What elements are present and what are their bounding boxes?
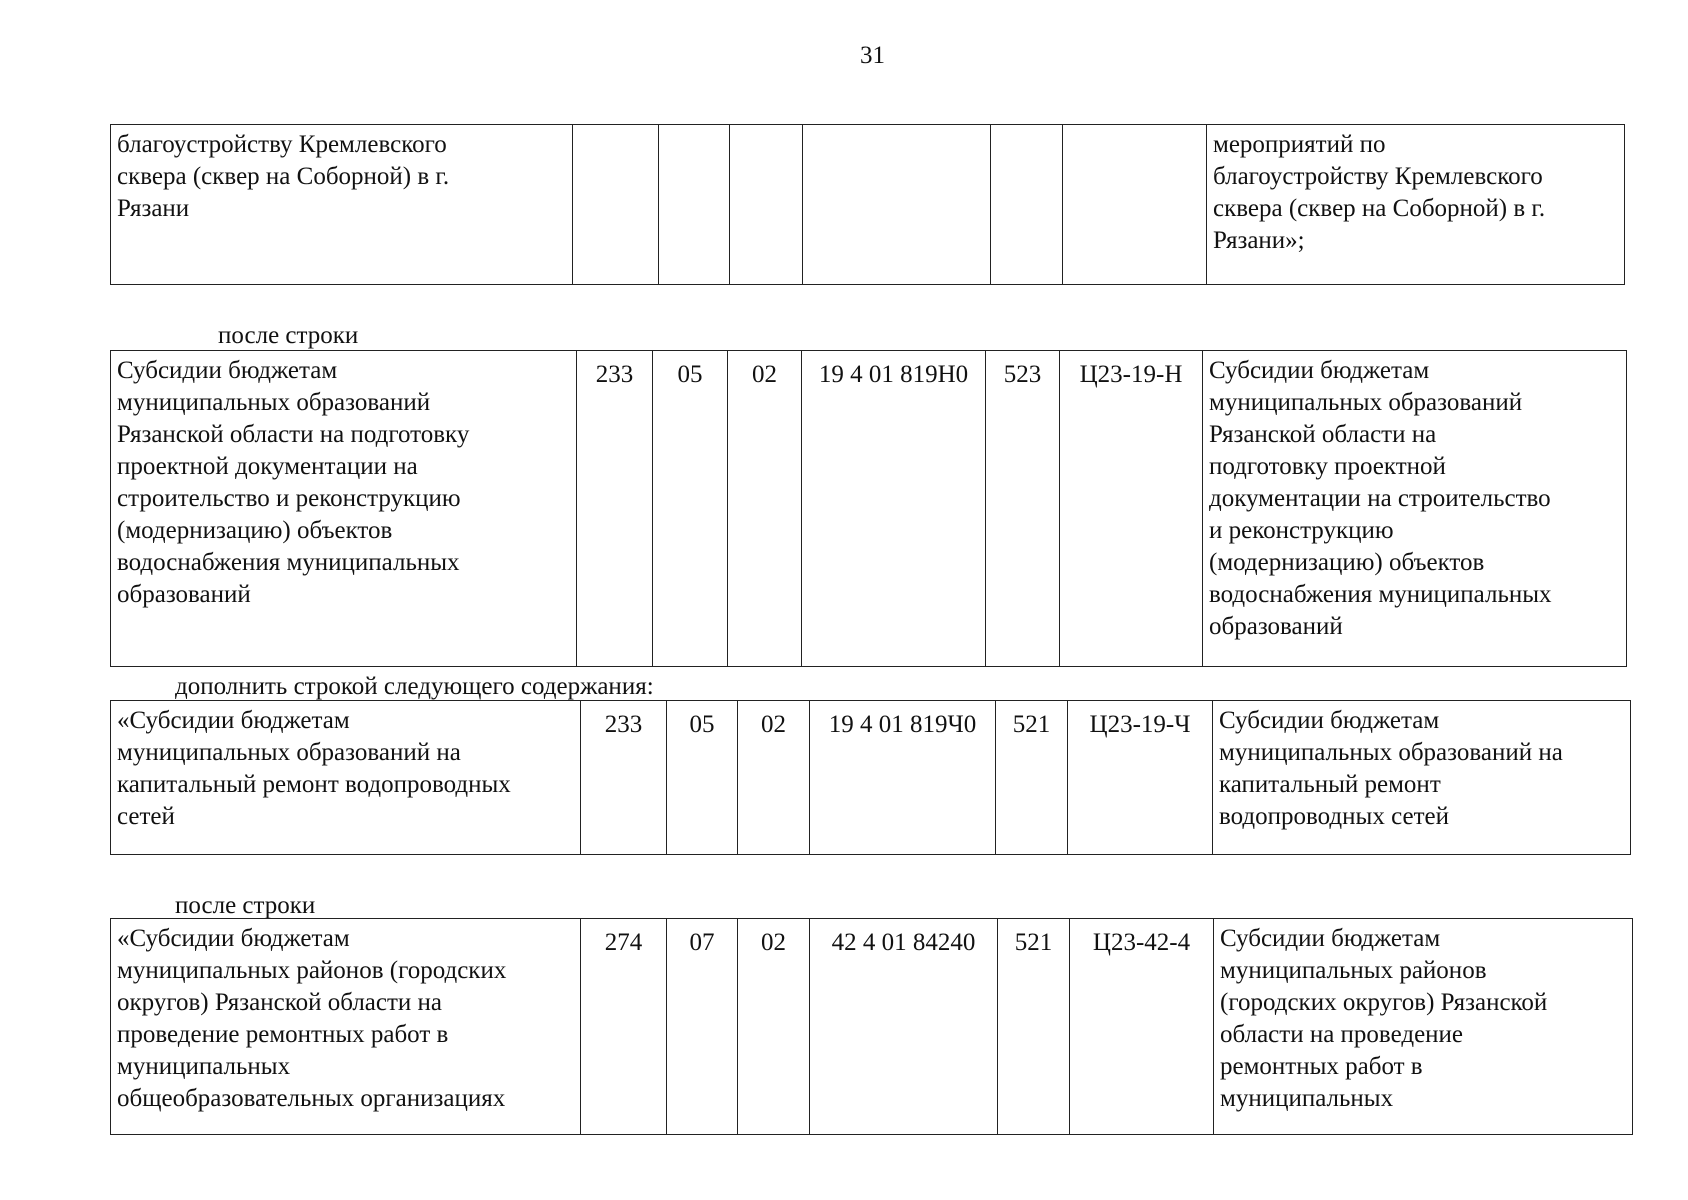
- budget-table-2: [110, 350, 1627, 667]
- row-name-cell: Субсидии бюджетам муниципальных образований Рязанской области на подготовку проектной документации на строительство и реконструкцию (модернизацию) объектов водоснабжения муниципальных образований: [111, 351, 577, 667]
- row-description-cell: мероприятий по благоустройству Кремлевского сквера (сквер на Соборной) в г. Рязани»;: [1207, 125, 1625, 285]
- target-article-cell: [803, 125, 991, 285]
- target-article-cell: 19 4 01 819Н0: [802, 351, 986, 667]
- row-description-cell: Субсидии бюджетам муниципальных районов (городских округов) Рязанской области на проведение ремонтных работ в муниципальных: [1214, 919, 1633, 1135]
- chapter-code-cell: 274: [581, 919, 667, 1135]
- chapter-code-cell: [573, 125, 659, 285]
- subsection-code-cell: 02: [738, 701, 810, 855]
- instruction-add-row: дополнить строкой следующего содержания:: [175, 673, 654, 700]
- row-name-cell: «Субсидии бюджетам муниципальных образований на капитальный ремонт водопроводных сетей: [111, 701, 581, 855]
- section-code-cell: 05: [653, 351, 728, 667]
- section-code-cell: 07: [667, 919, 738, 1135]
- instruction-after-row: после строки: [218, 322, 359, 349]
- code-cell: Ц23-19-Ч: [1068, 701, 1213, 855]
- target-article-cell: 19 4 01 819Ч0: [810, 701, 996, 855]
- subsection-code-cell: 02: [728, 351, 802, 667]
- row-name-cell: «Субсидии бюджетам муниципальных районов (городских округов) Рязанской области на проведение ремонтных работ в муниципальных общеобразовательных организациях: [111, 919, 581, 1135]
- subsection-code-cell: 02: [738, 919, 810, 1135]
- instruction-after-row: после строки: [175, 892, 316, 919]
- chapter-code-cell: 233: [581, 701, 667, 855]
- section-code-cell: [659, 125, 730, 285]
- table-row: [111, 351, 1627, 667]
- table-row: [111, 125, 1625, 285]
- table-row: [111, 701, 1631, 855]
- code-cell: Ц23-42-4: [1070, 919, 1214, 1135]
- subsection-code-cell: [730, 125, 803, 285]
- target-article-cell: 42 4 01 84240: [810, 919, 998, 1135]
- expense-type-cell: 521: [998, 919, 1070, 1135]
- code-cell: Ц23-19-Н: [1060, 351, 1203, 667]
- budget-table-3: [110, 700, 1631, 855]
- section-code-cell: 05: [667, 701, 738, 855]
- budget-table-4: [110, 918, 1633, 1135]
- row-name-cell: благоустройству Кремлевского сквера (сквер на Соборной) в г. Рязани: [111, 125, 573, 285]
- chapter-code-cell: 233: [577, 351, 653, 667]
- page-number: 31: [860, 42, 885, 69]
- expense-type-cell: 521: [996, 701, 1068, 855]
- expense-type-cell: 523: [986, 351, 1060, 667]
- table-row: [111, 919, 1633, 1135]
- row-description-cell: Субсидии бюджетам муниципальных образований на капитальный ремонт водопроводных сетей: [1213, 701, 1631, 855]
- budget-table-1: [110, 124, 1625, 285]
- expense-type-cell: [991, 125, 1063, 285]
- row-description-cell: Субсидии бюджетам муниципальных образований Рязанской области на подготовку проектной документации на строительство и реконструкцию (модернизацию) объектов водоснабжения муниципальных образований: [1203, 351, 1627, 667]
- code-cell: [1063, 125, 1207, 285]
